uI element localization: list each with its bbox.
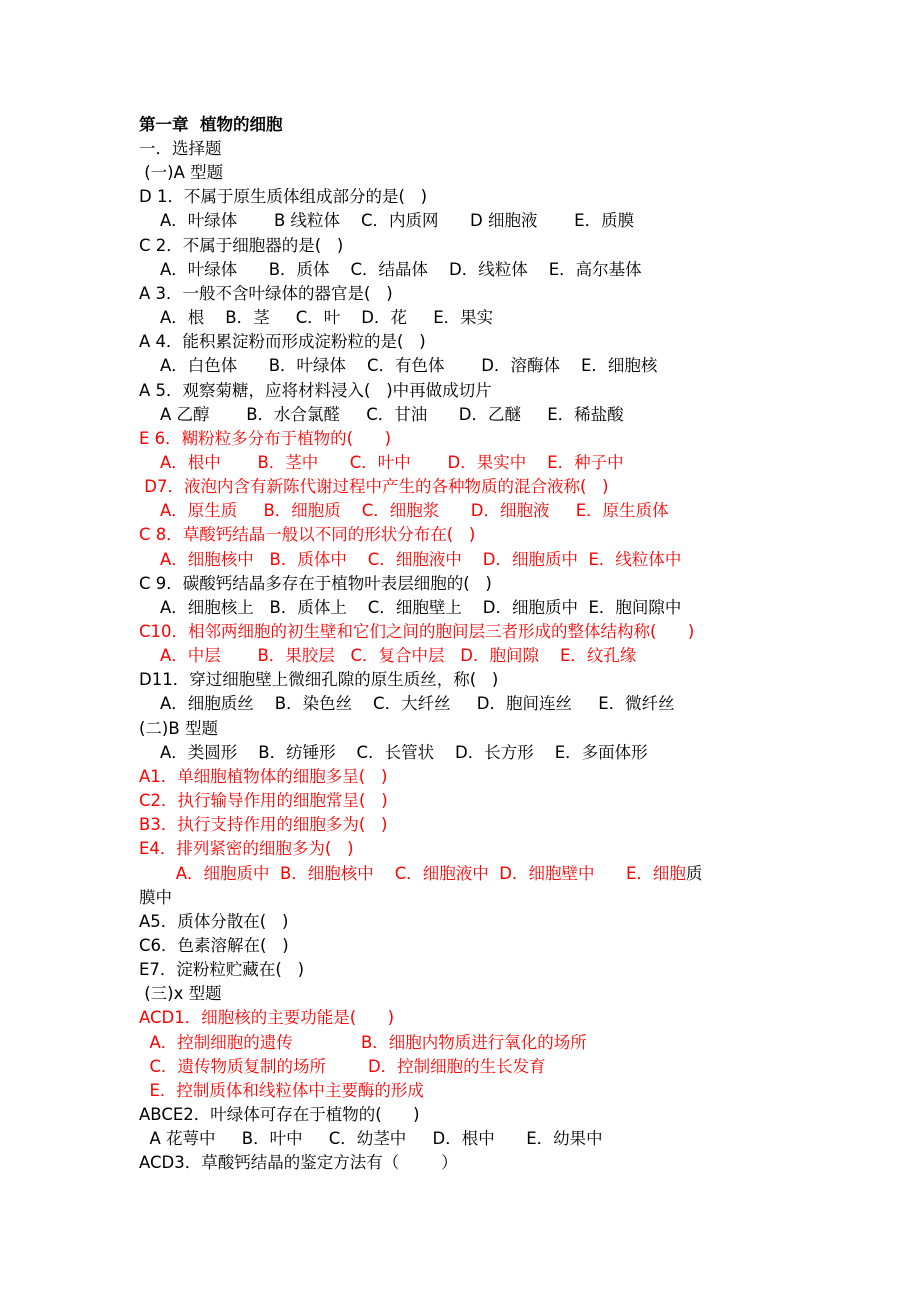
text-line: 膜中 — [139, 887, 172, 907]
text-line: D11．穿过细胞壁上微细孔隙的原生质丝，称( ) — [139, 670, 499, 690]
text-line: B3．执行支持作用的细胞多为( ) — [139, 815, 388, 835]
text-line: E7．淀粉粒贮藏在( ) — [139, 960, 305, 980]
text-line: D7．液泡内含有新陈代谢过程中产生的各种物质的混合液称( ) — [139, 477, 609, 497]
text-line: C 8．草酸钙结晶一般以不同的形状分布在( ) — [139, 525, 476, 545]
text-line: A 5．观察菊糖，应将材料浸入( )中再做成切片 — [139, 380, 492, 400]
text-line: 一．选择题 — [139, 139, 222, 158]
text-line: D 1．不属于原生质体组成部分的是( ) — [139, 187, 428, 207]
text-line: A5．质体分散在( ) — [139, 911, 289, 931]
text-line: A．叶绿体 B 线粒体 C．内质网 D 细胞液 E．质膜 — [139, 211, 635, 231]
text-line: E．控制质体和线粒体中主要酶的形成 — [139, 1080, 424, 1100]
text-line: C 2．不属于细胞器的是( ) — [139, 235, 344, 255]
text-line: (二)B 型题 — [139, 718, 218, 738]
text-line: C．遗传物质复制的场所 D．控制细胞的生长发育 — [139, 1056, 546, 1076]
text-line: A．白色体 B．叶绿体 C．有色体 D．溶酶体 E．细胞核 — [139, 356, 658, 376]
text-line: C 9．碳酸钙结晶多存在于植物叶表层细胞的( ) — [139, 573, 492, 593]
text-line: C10．相邻两细胞的初生壁和它们之间的胞间层三者形成的整体结构称( ) — [139, 622, 695, 641]
text-line: E4．排列紧密的细胞多为( ) — [139, 839, 354, 859]
text-line: (三)x 型题 — [139, 984, 222, 1004]
text-line: A 花萼中 B．叶中 C．幼茎中 D．根中 E．幼果中 — [139, 1129, 603, 1149]
text-line: A．细胞质丝 B．染色丝 C．大纤丝 D．胞间连丝 E．微纤丝 — [139, 694, 675, 714]
text-line: A．控制细胞的遗传 B．细胞内物质进行氧化的场所 — [139, 1032, 587, 1052]
text-line: C2．执行输导作用的细胞常呈( ) — [139, 791, 388, 811]
text-line: A．根 B．茎 C．叶 D．花 E．果实 — [139, 308, 494, 328]
text-line: A 乙醇 B．水合氯醛 C．甘油 D．乙醚 E．稀盐酸 — [139, 404, 624, 424]
text-line: A．细胞核上 B．质体上 C．细胞壁上 D．细胞质中 E．胞间隙中 — [139, 597, 682, 617]
text-line: A．类圆形 B．纺锤形 C．长管状 D．长方形 E．多面体形 — [139, 742, 648, 762]
chapter-title: 第一章 植物的细胞 — [139, 115, 283, 134]
text-line: A．根中 B．茎中 C．叶中 D．果实中 E．种子中 — [139, 452, 624, 472]
text-line: A 3．一般不含叶绿体的器官是( ) — [139, 283, 393, 303]
text-line: A 4．能积累淀粉而形成淀粉粒的是( ) — [139, 332, 426, 352]
text-line: ABCE2．叶绿体可存在于植物的( ) — [139, 1105, 420, 1124]
text-line: A．细胞核中 B．质体中 C．细胞液中 D．细胞质中 E．线粒体中 — [139, 549, 682, 569]
text-line: C6．色素溶解在( ) — [139, 935, 289, 955]
text-line: A．细胞质中 B．细胞核中 C．细胞液中 D．细胞壁中 E．细胞质 — [139, 863, 703, 883]
text-line: A．叶绿体 B．质体 C．结晶体 D．线粒体 E．高尔基体 — [139, 259, 642, 279]
text-line: E 6．糊粉粒多分布于植物的( ) — [139, 428, 392, 448]
text-line: A．中层 B．果胶层 C．复合中层 D．胞间隙 E．纹孔缘 — [139, 646, 637, 666]
text-line: ACD3．草酸钙结晶的鉴定方法有（ ） — [139, 1153, 458, 1173]
text-line: A．原生质 B．细胞质 C．细胞浆 D．细胞液 E．原生质体 — [139, 501, 669, 521]
text-line: (一)A 型题 — [139, 163, 224, 183]
text-line: A1．单细胞植物体的细胞多呈( ) — [139, 766, 388, 786]
text-line: ACD1．细胞核的主要功能是( ) — [139, 1008, 395, 1028]
